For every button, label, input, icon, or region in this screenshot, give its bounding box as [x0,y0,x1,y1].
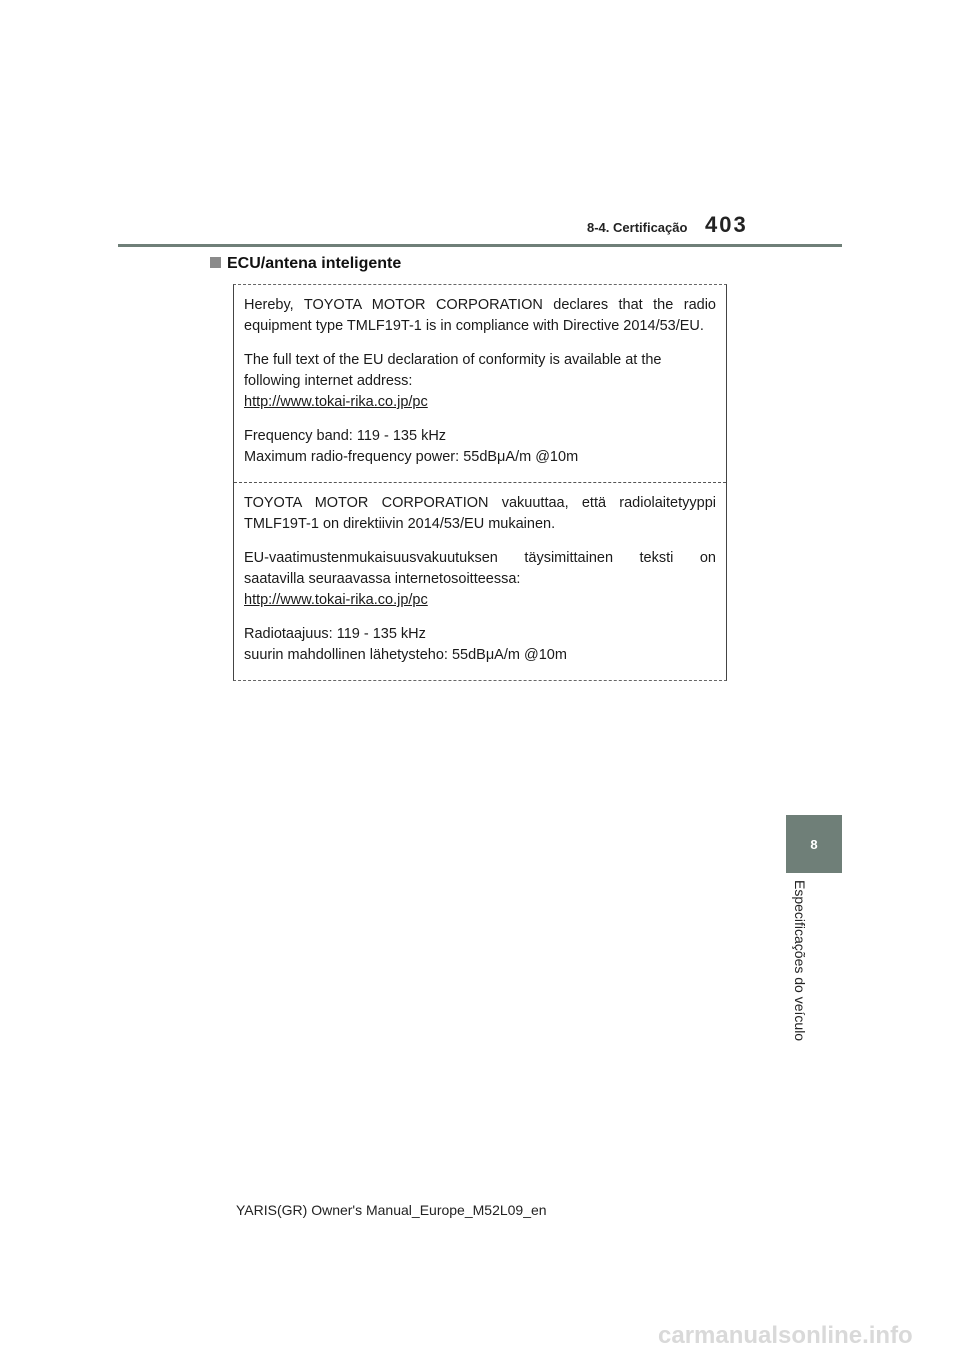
declaration-en-paragraph-3 [244,426,716,468]
declaration-fi-link[interactable]: http://www.tokai-rika.co.jp/pc [244,592,428,608]
declaration-finnish [234,482,726,680]
declaration-fi-line-4: saatavilla seuraavassa internetosoitteessa: [244,571,521,587]
declaration-english [234,285,726,482]
declaration-fi-paragraph-2 [244,548,716,611]
declaration-fi-paragraph-3 [244,624,716,666]
declaration-en-line-3: The full text of the EU declaration of conformity is available at the [244,352,662,368]
declaration-fi-line-3: EU-vaatimustenmukaisuusvakuutuksen täysimittainen teksti on [244,550,716,566]
square-bullet-icon [210,257,221,268]
watermark-text: carmanualsonline.info [658,1322,913,1349]
declaration-en-line-2: equipment type TMLF19T-1 is in compliance with Directive 2014/53/EU. [244,318,704,334]
declaration-fi-paragraph-1 [244,493,716,535]
declaration-fi-frequency: Radiotaajuus: 119 - 135 kHz [244,626,426,642]
chapter-title-vertical: Especificações do veículo [792,880,808,1042]
declaration-box [233,284,727,681]
section-heading-text: ECU/antena inteligente [227,255,402,272]
declaration-en-line-1: Hereby, TOYOTA MOTOR CORPORATION declares that the radio [244,297,716,313]
declaration-fi-line-2: TMLF19T-1 on direktiivin 2014/53/EU mukainen. [244,516,556,532]
chapter-number: 8 [810,836,818,852]
declaration-en-paragraph-1 [244,295,716,337]
declaration-en-link[interactable]: http://www.tokai-rika.co.jp/pc [244,394,428,410]
declaration-en-frequency: Frequency band: 119 - 135 kHz [244,428,447,444]
declaration-en-paragraph-2 [244,350,716,413]
chapter-tab [786,815,842,873]
declaration-fi-line-1: TOYOTA MOTOR CORPORATION vakuuttaa, että radiolaitetyyppi [244,495,716,511]
declaration-en-line-4: following internet address: [244,373,413,389]
header-divider [118,244,842,247]
header-section-title: 8-4. Certificação [587,220,688,235]
page-number: 403 [705,212,748,237]
declaration-en-power: Maximum radio-frequency power: 55dBμA/m @10m [244,449,579,465]
declaration-fi-power: suurin mahdollinen lähetysteho: 55dBμA/m @10m [244,647,567,663]
footer-manual-id: YARIS(GR) Owner's Manual_Europe_M52L09_en [236,1202,547,1218]
section-heading [210,255,401,273]
